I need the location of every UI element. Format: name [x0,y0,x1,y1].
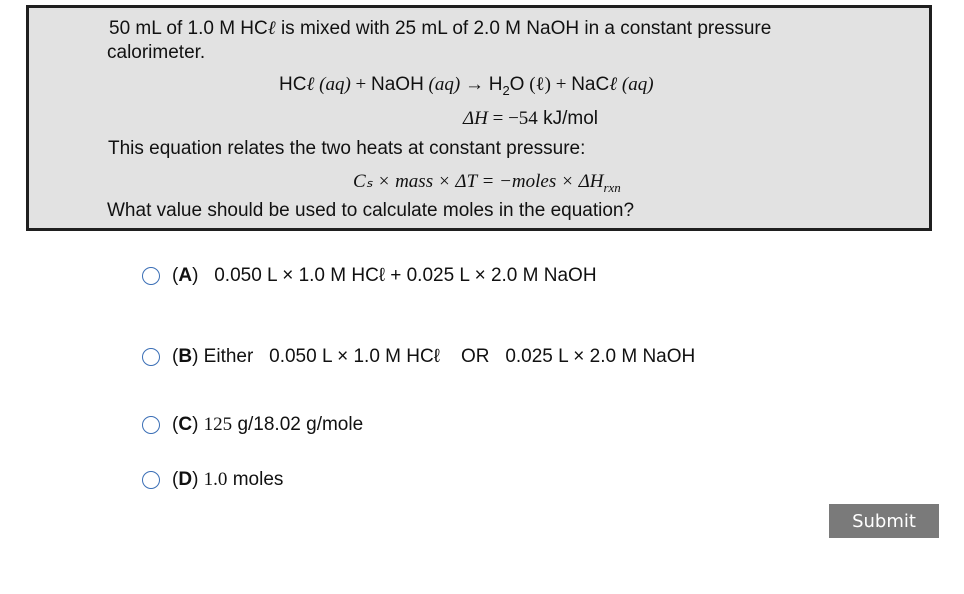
submit-button[interactable]: Submit [829,504,939,538]
relation-text: This equation relates the two heats at constant pressure: [108,138,586,159]
radio-a[interactable] [142,267,160,285]
option-c[interactable] [142,414,363,436]
option-a[interactable] [142,265,597,287]
option-a-label: (A) 0.050 L × 1.0 M HCℓ + 0.025 L × 2.0 M NaOH [172,265,597,286]
option-c-label: (C) 125 g/18.02 g/mole [172,414,364,435]
question-prompt: What value should be used to calculate moles in the equation? [107,200,635,221]
question-panel [26,5,932,231]
delta-h-line: ΔH = −54 kJ/mol [463,108,598,129]
reaction-equation: HCℓ (aq) + NaOH $(aq) \to H_2O$ (ℓ) + NaCℓ (aq) [279,74,654,98]
question-intro-line1: 50 mL of 1.0 M HCℓ is mixed with 25 mL of 2.0 M NaOH in a constant pressure [109,18,772,39]
option-b[interactable] [142,346,695,368]
question-intro-line2: calorimeter. [107,42,206,63]
heat-formula: Cₛ × mass × ΔT = −moles × $\Delta H_{rxn}$ [353,171,621,195]
radio-c[interactable] [142,416,160,434]
option-b-label: (B) Either 0.050 L × 1.0 M HCℓ OR 0.025 L × 2.0 M NaOH [172,346,696,367]
radio-b[interactable] [142,348,160,366]
radio-d[interactable] [142,471,160,489]
option-d-label: (D) 1.0 moles [172,469,284,490]
option-d[interactable] [142,469,283,491]
